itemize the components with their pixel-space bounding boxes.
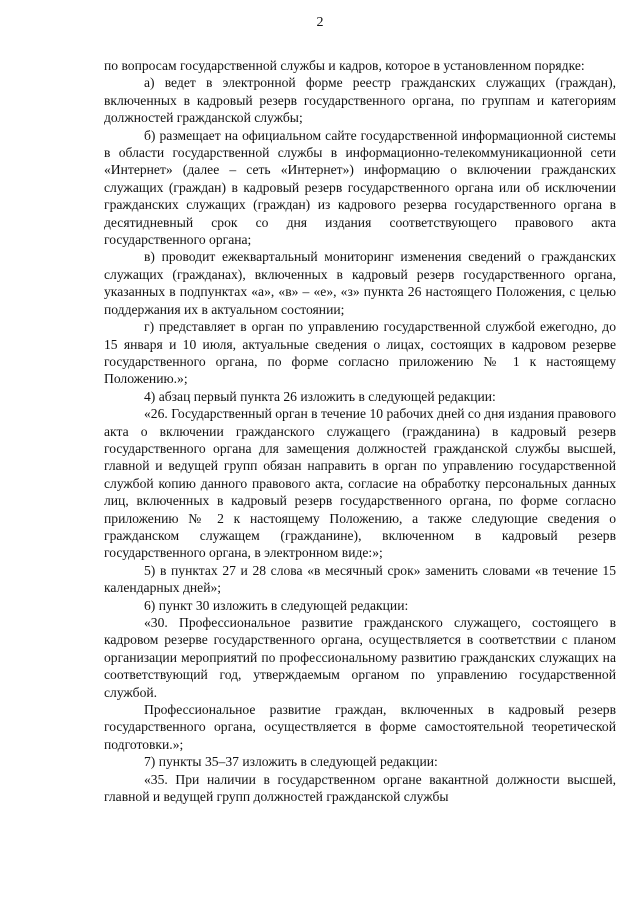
paragraph: «26. Государственный орган в течение 10 рабочих дней со дня издания правового акта о включении гражданского служащего (гражданина) в кадровый резерв государственного органа для замещения должностей гражданской службы высшей, главной и ведущей групп обязан направить в орган по управлению государственной службой копию данного правового акта, согласие на обработку персональных данных лиц, включенных в кадровый резерв государственного органа, по форме согласно приложению № 2 к настоящему Положению, а также следующие сведения о гражданском служащем (гражданине), включенном в кадровый резерв государственного органа, в электронном виде:»; bbox=[104, 406, 616, 561]
paragraph: 5) в пунктах 27 и 28 слова «в месячный срок» заменить словами «в течение 15 календарных дней»; bbox=[104, 562, 616, 596]
document-body bbox=[104, 57, 616, 805]
paragraph: а) ведет в электронной форме реестр гражданских служащих (граждан), включенных в кадровый резерв государственного органа, по группам и категориям должностей гражданской службы; bbox=[104, 75, 616, 126]
paragraph: по вопросам государственной службы и кадров, которое в установленном порядке: bbox=[104, 58, 585, 73]
paragraph: г) представляет в орган по управлению государственной службой ежегодно, до 15 января и 10 июля, актуальные сведения о лицах, состоящих в кадровом резерве государственного органа, по форме согласно приложению № 1 к настоящему Положению.»; bbox=[104, 319, 616, 387]
paragraph: в) проводит ежеквартальный мониторинг изменения сведений о гражданских служащих (гражданах), включенных в кадровый резерв государственного органа, указанных в подпунктах «а», «в» – «е», «з» пункта 26 настоящего Положения, с целью поддержания их в актуальном состоянии; bbox=[104, 249, 616, 317]
paragraph: «30. Профессиональное развитие гражданского служащего, состоящего в кадровом резерве государственного органа, осуществляется в соответствии с планом организации мероприятий по профессиональному развитию гражданских служащих на соответствующий год, утверждаемым органом по управлению государственной службой. bbox=[104, 615, 616, 700]
paragraph: 4) абзац первый пункта 26 изложить в следующей редакции: bbox=[144, 388, 496, 404]
paragraph: Профессиональное развитие граждан, включенных в кадровый резерв государственного органа, осуществляется в форме самостоятельной теоретической подготовки.»; bbox=[104, 702, 616, 752]
paragraph: 6) пункт 30 изложить в следующей редакции: bbox=[144, 597, 409, 613]
paragraph: б) размещает на официальном сайте государственной информационной системы в области государственной службы в информационно-телекоммуникационной сети «Интернет» (далее – сеть «Интернет») информацию о включении гражданских служащих (граждан) в кадровый резерв государственного органа или об исключении гражданских служащих (граждан) из кадрового резерва государственного органа в десятидневный срок со дня издания соответствующего правового акта государственного органа; bbox=[104, 127, 616, 248]
page-number: 2 bbox=[316, 15, 324, 30]
paragraph: «35. При наличии в государственном органе вакантной должности высшей, главной и ведущей групп должностей гражданской службы bbox=[104, 771, 616, 805]
paragraph: 7) пункты 35–37 изложить в следующей редакции: bbox=[144, 754, 438, 770]
